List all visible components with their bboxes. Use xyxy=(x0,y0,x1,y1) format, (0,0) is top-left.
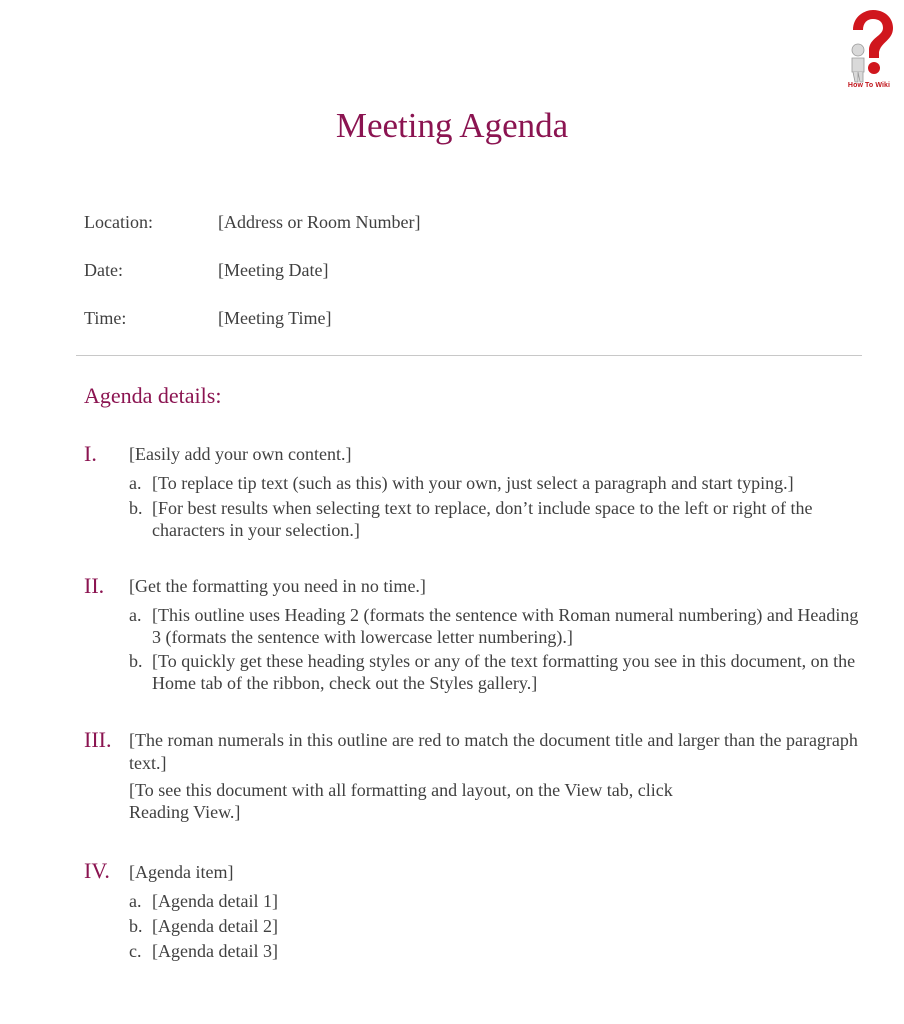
agenda-details-heading: Agenda details: xyxy=(84,383,222,408)
sub-letter: b. xyxy=(129,651,143,671)
time-value: [Meeting Time] xyxy=(218,308,332,328)
question-mark-figure-icon xyxy=(843,10,895,84)
agenda-item-2-sub-a xyxy=(129,604,864,648)
sub-letter: a. xyxy=(129,891,142,911)
sub-letter: a. xyxy=(129,605,142,625)
logo-text: How To Wiki xyxy=(847,82,891,89)
agenda-item-4-sub-a xyxy=(129,890,864,912)
sub-text: [To replace tip text (such as this) with your own, just select a paragraph and start typing.] xyxy=(152,473,794,493)
agenda-item-1-text: [Easily add your own content.] xyxy=(129,444,352,464)
divider xyxy=(76,355,862,356)
agenda-item-2-text: [Get the formatting you need in no time.] xyxy=(129,576,426,596)
agenda-item-1-sub-a xyxy=(129,472,864,494)
sub-letter: a. xyxy=(129,473,142,493)
page-title: Meeting Agenda xyxy=(335,106,569,145)
sub-text: [Agenda detail 2] xyxy=(152,916,278,936)
agenda-item-3-note-line-1: [To see this document with all formatting and layout, on the View tab, click xyxy=(129,780,673,800)
sub-text: [For best results when selecting text to replace, don’t include space to the left or right of the characters in your selection.] xyxy=(152,498,813,540)
sub-letter: c. xyxy=(129,941,142,961)
agenda-item-2-numeral: II. xyxy=(84,573,105,598)
time-label: Time: xyxy=(84,308,127,328)
sub-text: [Agenda detail 3] xyxy=(152,941,278,961)
agenda-item-4-sub-b xyxy=(129,915,864,937)
location-label: Location: xyxy=(84,212,153,232)
agenda-item-1-numeral: I. xyxy=(84,441,97,466)
agenda-item-1-sub-b xyxy=(129,497,864,541)
sub-letter: b. xyxy=(129,498,143,518)
agenda-item-4-sub-c xyxy=(129,940,864,962)
agenda-item-3-note-line-2: Reading View.] xyxy=(129,802,241,822)
agenda-item-4-numeral: IV. xyxy=(84,858,110,883)
sub-text: [To quickly get these heading styles or any of the text formatting you see in this document, on the Home tab of the ribbon, check out the Styles gallery.] xyxy=(152,651,856,693)
agenda-item-2-sub-b xyxy=(129,650,864,694)
location-value: [Address or Room Number] xyxy=(218,212,421,232)
date-label: Date: xyxy=(84,260,123,280)
date-value: [Meeting Date] xyxy=(218,260,329,280)
sub-text: [Agenda detail 1] xyxy=(152,891,278,911)
how-to-wiki-logo xyxy=(843,10,895,94)
agenda-item-3-numeral: III. xyxy=(84,727,112,752)
sub-text: [This outline uses Heading 2 (formats the sentence with Roman numeral numbering) and Heading 3 (formats the sentence with lowercase letter numbering).] xyxy=(152,605,859,647)
agenda-item-4-text: [Agenda item] xyxy=(129,862,234,882)
sub-letter: b. xyxy=(129,916,143,936)
agenda-item-3-text: [The roman numerals in this outline are red to match the document title and larger than the paragraph text.] xyxy=(129,730,858,773)
